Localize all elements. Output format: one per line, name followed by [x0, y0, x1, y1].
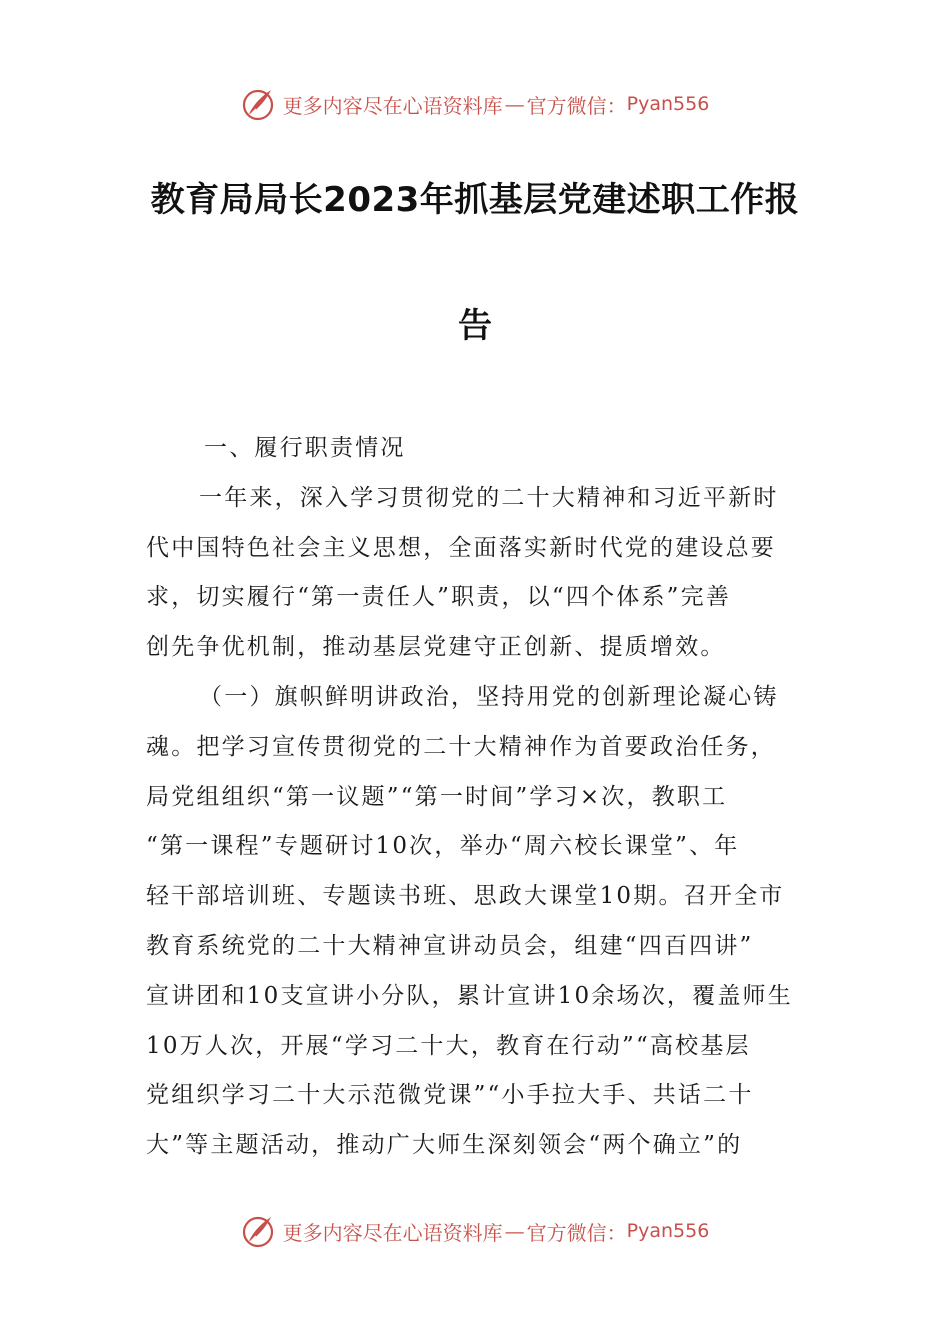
paragraph-line: 教育系统党的二十大精神宣讲动员会，组建“四百四讲”: [146, 932, 754, 959]
paragraph-line: 党组织学习二十大示范微党课”“小手拉大手、共话二十: [146, 1082, 754, 1109]
watermark-text: 更多内容尽在心语资料库: [282, 1220, 503, 1245]
paragraph-line: 局党组组织“第一议题”“第一时间”学习×次，教职工: [146, 783, 728, 810]
paragraph-line: 魂。把学习宣传贯彻党的二十大精神作为首要政治任务，: [146, 733, 776, 760]
document-title-line-2: 告: [458, 306, 492, 346]
document-title-line-1: 教育局局长2023年抓基层党建述职工作报: [150, 180, 800, 220]
watermark-account: Pyan556: [626, 93, 710, 115]
paragraph-line: “第一课程”专题研讨10次，举办“周六校长课堂”、年: [146, 833, 740, 860]
paragraph-line: 大”等主题活动，推动广大师生深刻领会“两个确立”的: [146, 1132, 743, 1159]
paragraph-line: 宣讲团和10支宣讲小分队，累计宣讲10余场次，覆盖师生: [146, 982, 793, 1009]
paragraph-line: 10万人次，开展“学习二十大，教育在行动”“高校基层: [146, 1032, 751, 1059]
paragraph-line: 轻干部培训班、专题读书班、思政大课堂10期。召开全市: [146, 883, 785, 910]
watermark-separator: —: [504, 1219, 525, 1243]
paragraph-line: 一年来，深入学习贯彻党的二十大精神和习近平新时: [199, 484, 779, 511]
watermark-account: Pyan556: [626, 1220, 710, 1242]
quill-pen-logo-icon: [241, 86, 277, 122]
paragraph-line: 代中国特色社会主义思想，全面落实新时代党的建设总要: [146, 534, 776, 561]
watermark-label: 官方微信：: [526, 1220, 627, 1245]
section-heading: 一、履行职责情况: [204, 435, 406, 461]
quill-pen-logo-icon: [241, 1213, 277, 1249]
watermark-header: [0, 84, 950, 124]
paragraph-line: （一）旗帜鲜明讲政治，坚持用党的创新理论凝心铸: [199, 683, 779, 710]
watermark-separator: —: [504, 92, 525, 116]
watermark-label: 官方微信：: [526, 93, 627, 118]
watermark-footer: [0, 1211, 950, 1251]
paragraph-line: 求，切实履行“第一责任人”职责，以“四个体系”完善: [146, 584, 732, 611]
paragraph-line: 创先争优机制，推动基层党建守正创新、提质增效。: [146, 634, 726, 661]
watermark-text: 更多内容尽在心语资料库: [282, 93, 503, 118]
document-body: [146, 424, 806, 1171]
